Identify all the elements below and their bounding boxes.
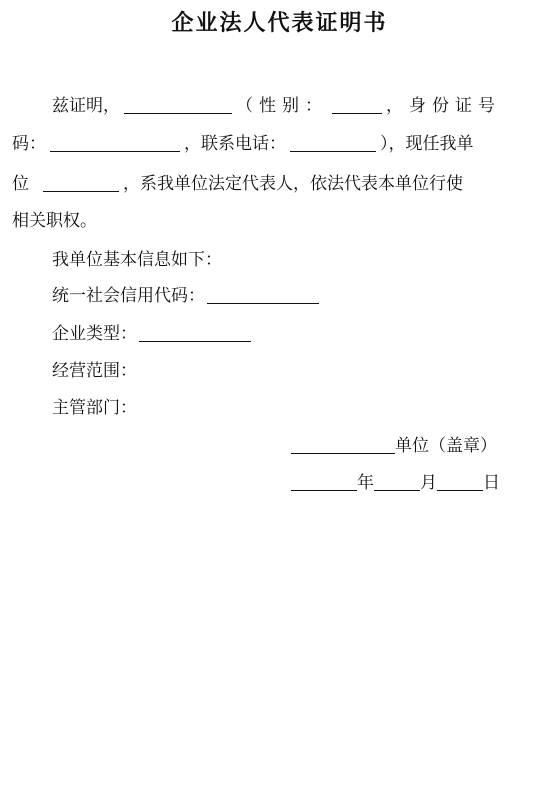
- gender-blank[interactable]: [332, 95, 382, 114]
- position-label-cont: 位: [12, 174, 29, 194]
- certify-line-2: [12, 126, 474, 162]
- position-blank[interactable]: [43, 173, 119, 192]
- position-label: ），现任我单: [380, 134, 474, 154]
- certify-line-4: 相关职权。: [12, 211, 97, 231]
- representative-statement: ，系我单位法定代表人，依法代表本单位行使: [123, 174, 463, 194]
- authority-label: 主管部门：: [52, 398, 137, 418]
- company-type-label: 企业类型：: [52, 324, 137, 344]
- phone-label: ，联系电话：: [184, 134, 286, 154]
- name-blank[interactable]: [124, 95, 232, 114]
- company-type-blank[interactable]: [139, 323, 251, 342]
- seal-row: [291, 428, 497, 464]
- month-label: 月: [420, 473, 437, 493]
- gender-label: （性别：: [236, 96, 328, 116]
- document-title: 企业法人代表证明书: [171, 10, 388, 36]
- unit-name-blank[interactable]: [291, 435, 395, 454]
- date-row: [291, 465, 500, 501]
- phone-blank[interactable]: [290, 133, 376, 152]
- month-blank[interactable]: [374, 472, 420, 491]
- certify-line-3: [12, 166, 463, 202]
- company-type-row: [52, 316, 255, 352]
- credit-code-row: [52, 278, 323, 314]
- business-scope-label: 经营范围：: [52, 361, 137, 381]
- certify-prefix: 兹证明，: [52, 96, 120, 116]
- info-heading: 我单位基本信息如下：: [52, 250, 222, 270]
- id-number-blank[interactable]: [50, 133, 180, 152]
- day-label: 日: [483, 473, 500, 493]
- credit-code-blank[interactable]: [207, 285, 319, 304]
- id-label: ，身份证号: [386, 96, 501, 116]
- id-label-cont: 码：: [12, 134, 46, 154]
- credit-code-label: 统一社会信用代码：: [52, 286, 205, 306]
- unit-seal-label: 单位（盖章）: [395, 436, 497, 456]
- year-label: 年: [357, 473, 374, 493]
- year-blank[interactable]: [291, 472, 357, 491]
- day-blank[interactable]: [437, 472, 483, 491]
- certify-line-1: [12, 88, 501, 124]
